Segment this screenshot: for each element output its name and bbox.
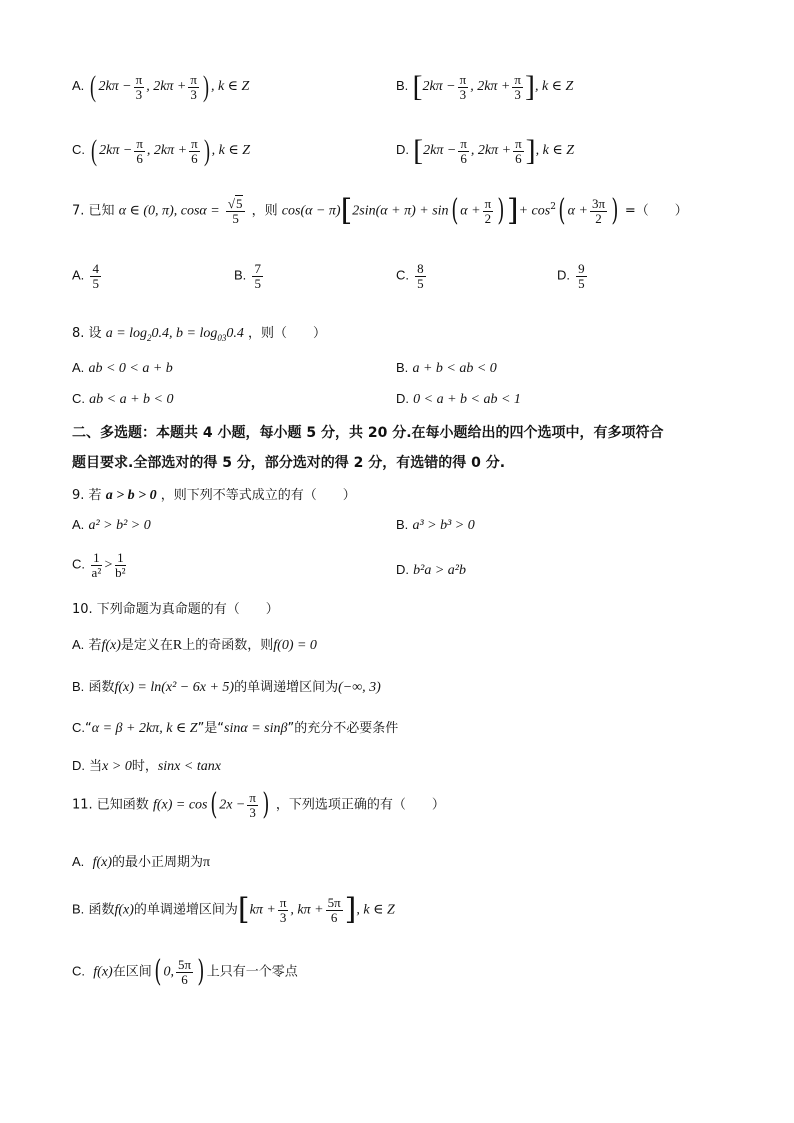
- q7-option-a[interactable]: A. $\frac{4}{5}$: [72, 261, 99, 291]
- q7-option-c[interactable]: C. $\frac{8}{5}$: [396, 261, 424, 291]
- q7-stem: 7. 已知 α ∈ (0, π), cosα = $\frac{√5}{5}$ ，则 cos(α − π)[2sin(α + π) + sin( α + $\frac{\pi}{2}$ )]+ $\cos^2$( α + $\frac{3\pi}{2}$ ) =（ ）: [72, 193, 688, 228]
- q8-option-a[interactable]: A. ab < 0 < a + b: [72, 360, 173, 376]
- q9-stem: 9. 若 a > b > 0 ，则下列不等式成立的有（ ）: [72, 488, 356, 503]
- q11-option-a[interactable]: A. f(x)的最小正周期为π: [72, 854, 211, 870]
- q6-option-d[interactable]: D. [2kπ − $\frac{\pi}{6}$ , 2kπ + $\frac{\pi}{6}$ ], k ∈ Z: [396, 134, 575, 167]
- q10-option-d[interactable]: D. 当x > 0时，sinx < tanx: [72, 758, 221, 774]
- q11-option-c[interactable]: C. f(x)在区间( 0, $\frac{5\pi}{6}$ ) 上只有一个零点: [72, 954, 298, 989]
- q8-option-c[interactable]: C. ab < a + b < 0: [72, 391, 174, 407]
- section-heading-line2: 题目要求.全部选对的得 5 分，部分选对的得 2 分，有选错的得 0 分.: [72, 455, 506, 471]
- q9-option-b[interactable]: B. a³ > b³ > 0: [396, 517, 475, 533]
- q7-option-b[interactable]: B. $\frac{7}{5}$: [234, 261, 261, 291]
- q11-stem: 11. 已知函数 f(x) = cos( 2x − $\frac{\pi}{3}$ ) ，下列选项正确的有（ ）: [72, 787, 445, 822]
- q8-option-b[interactable]: B. a + b < ab < 0: [396, 360, 497, 376]
- q8-stem: 8. 设 $a = \log_20.4$, $b = \log_{03}0.4$ ，则（ ）: [72, 326, 327, 343]
- q6-option-b[interactable]: B. [2kπ − $\frac{\pi}{3}$ , 2kπ + $\frac{\pi}{3}$ ], k ∈ Z: [396, 70, 574, 103]
- q10-option-a[interactable]: A. 若f(x)是定义在R上的奇函数，则f(0) = 0: [72, 637, 317, 653]
- q9-option-c[interactable]: C. $\frac{1}{\text{a²}}$ > $\frac{1}{\text{b²}}$: [72, 550, 126, 580]
- q10-stem: 10. 下列命题为真命题的有（ ）: [72, 602, 279, 617]
- q9-option-a[interactable]: A. a² > b² > 0: [72, 517, 151, 533]
- q11-option-b[interactable]: B. 函数f(x)的单调递增区间为[kπ + $\frac{\pi}{3}$ , kπ + $\frac{5\pi}{6}$ ], k ∈ Z: [72, 892, 395, 927]
- q6-option-c[interactable]: C. ( 2kπ − $\frac{\pi}{6}$ , 2kπ + $\frac{\pi}{6}$ ) , k ∈ Z: [72, 134, 251, 167]
- q7-option-d[interactable]: D. $\frac{9}{5}$: [557, 261, 585, 291]
- q9-option-d[interactable]: D. b²a > a²b: [396, 562, 466, 578]
- section-heading-line1: 二、多选题：本题共 4 小题，每小题 5 分，共 20 分.在每小题给出的四个选项中，有多项符合: [72, 425, 664, 441]
- q6-option-a[interactable]: A. ( 2kπ − $\frac{\pi}{3}$ , 2kπ + $\frac{\pi}{3}$ ) , k ∈ Z: [72, 70, 250, 103]
- q10-option-c[interactable]: C.“α = β + 2kπ, k ∈ Z”是“sinα = sinβ”的充分不必要条件: [72, 720, 399, 736]
- q10-option-b[interactable]: B. 函数f(x) = ln(x² − 6x + 5)的单调递增区间为(−∞, 3): [72, 679, 381, 695]
- q8-option-d[interactable]: D. 0 < a + b < ab < 1: [396, 391, 521, 407]
